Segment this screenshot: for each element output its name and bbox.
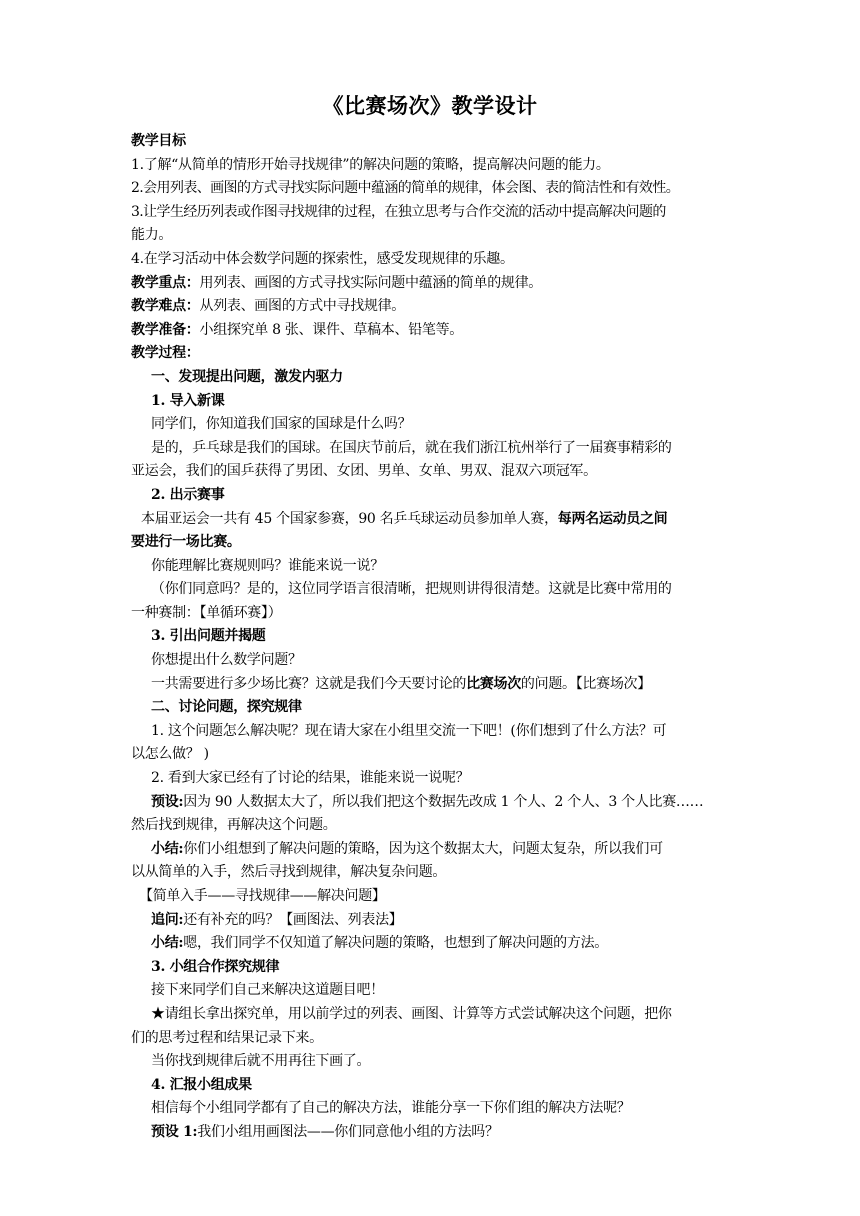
ask-label: 追问: xyxy=(151,911,184,928)
paragraph-line: 接下来同学们自己来解决这道题目吧！ xyxy=(151,982,384,999)
paragraph-line: 是的，乒乓球是我们的国球。在国庆节前后，就在我们浙江杭州举行了一届赛事精彩的 xyxy=(151,439,672,456)
paragraph-line xyxy=(131,791,731,815)
section2-heading: 二、讨论问题，探究规律 xyxy=(151,699,302,716)
difficulty-label: 教学难点： xyxy=(131,298,200,315)
paragraph-line: 亚运会，我们的国乒获得了男团、女团、男单、女单、男双、混双六项冠军。 xyxy=(131,463,597,480)
strategy-line: 【简单入手——寻找规律——解决问题】 xyxy=(139,888,386,904)
emphasis-text: 每两名运动员之间 xyxy=(557,510,668,527)
paragraph-text: 一共需要进行多少场比赛？这就是我们今天要讨论的 xyxy=(151,675,467,692)
paragraph-line xyxy=(131,673,731,697)
preparation-label: 教学准备： xyxy=(131,321,200,338)
summary-label: 小结: xyxy=(151,840,184,857)
section1-sub-title: 3. 引出问题并揭题 xyxy=(151,628,266,645)
section2-sub-title: 4. 汇报小组成果 xyxy=(151,1076,252,1093)
paragraph-line xyxy=(131,909,731,933)
paragraph-line: 当你找到规律后就不用再往下画了。 xyxy=(151,1053,371,1070)
paragraph-line: 以从简单的入手，然后寻找到规律，解决复杂问题。 xyxy=(131,864,447,881)
document-body xyxy=(131,130,731,1145)
section1-sub-title: 2. 出示赛事 xyxy=(151,486,225,503)
paragraph-text: 你们小组想到了解决问题的策略，因为这个数据太大，问题太复杂，所以我们可 xyxy=(183,840,663,857)
paragraph-text: 的问题。【比赛场次】 xyxy=(520,675,651,692)
paragraph-line: 相信每个小组同学都有了自己的解决方法，谁能分享一下你们组的解决方法呢？ xyxy=(151,1100,631,1117)
paragraph-line: 们的思考过程和结果记录下来。 xyxy=(131,1029,323,1046)
paragraph-text: 还有补充的吗？【画图法、列表法】 xyxy=(183,911,403,928)
paragraph-line: 你想提出什么数学问题？ xyxy=(151,652,302,669)
paragraph-line: 以怎么做？ ) xyxy=(131,746,209,763)
paragraph-line xyxy=(131,1121,731,1145)
key-point-label: 教学重点： xyxy=(131,274,200,291)
document-title: 《比赛场次》教学设计 xyxy=(322,93,538,118)
paragraph-line: ★请组长拿出探究单，用以前学过的列表、画图、计算等方式尝试解决这个问题，把你 xyxy=(151,1005,672,1022)
preset-label: 预设: xyxy=(151,793,184,810)
paragraph-text: 因为 90 人数据太大了，所以我们把这个数据先改成 1 个人、2 个人、3 个人比赛…… xyxy=(183,793,704,810)
difficulty-text: 从列表、画图的方式中寻找规律。 xyxy=(199,298,405,315)
paragraph-line: 然后找到规律，再解决这个问题。 xyxy=(131,817,337,834)
paragraph-line: 一种赛制：【单循环赛】） xyxy=(131,604,282,621)
paragraph-text: 我们小组用画图法——你们同意他小组的方法吗？ xyxy=(197,1123,499,1140)
key-point-text: 用列表、画图的方式寻找实际问题中蕴涵的简单的规律。 xyxy=(199,274,542,291)
paragraph-line xyxy=(131,508,731,532)
paragraph-line: 1. 这个问题怎么解决呢？现在请大家在小组里交流一下吧！(你们想到了什么方法？可 xyxy=(151,722,667,739)
objective-line: 能力。 xyxy=(131,227,173,244)
paragraph-line: 你能理解比赛规则吗？谁能来说一说？ xyxy=(151,557,384,574)
objective-line: 2.会用列表、画图的方式寻找实际问题中蕴涵的简单的规律，体会图、表的简洁性和有效性。 xyxy=(131,180,680,197)
paragraph-line: 2. 看到大家已经有了讨论的结果，谁能来说一说呢？ xyxy=(151,770,470,787)
section2-sub-title: 3. 小组合作探究规律 xyxy=(151,958,280,975)
emphasis-text: 比赛场次 xyxy=(466,675,521,692)
objective-line: 4.在学习活动中体会数学问题的探索性，感受发现规律的乐趣。 xyxy=(131,250,514,267)
section1-sub-title: 1. 导入新课 xyxy=(151,392,225,409)
paragraph-text: 本届亚运会一共有 45 个国家参赛，90 名乒乓球运动员参加单人赛， xyxy=(141,510,558,527)
paragraph-line: （你们同意吗？是的，这位同学语言很清晰，把规则讲得很清楚。这就是比赛中常用的 xyxy=(151,581,672,598)
paragraph-line xyxy=(131,838,731,862)
paragraph-text: 嗯，我们同学不仅知道了解决问题的策略，也想到了解决问题的方法。 xyxy=(183,935,608,952)
paragraph-line xyxy=(131,932,731,956)
paragraph-line: 同学们，你知道我们国家的国球是什么吗？ xyxy=(151,416,412,433)
key-point xyxy=(131,272,731,296)
objective-line: 3.让学生经历列表或作图寻找规律的过程，在独立思考与合作交流的活动中提高解决问题的 xyxy=(131,203,666,220)
emphasis-line: 要进行一场比赛。 xyxy=(131,534,241,551)
preset-label: 预设 1: xyxy=(151,1123,198,1140)
objectives-heading: 教学目标 xyxy=(131,133,186,149)
section1-heading: 一、发现提出问题，激发内驱力 xyxy=(151,368,343,385)
preparation xyxy=(131,319,731,343)
process-heading: 教学过程： xyxy=(131,345,200,362)
objective-line: 1.了解“从简单的情形开始寻找规律”的解决问题的策略，提高解决问题的能力。 xyxy=(131,156,610,173)
summary-label: 小结: xyxy=(151,935,184,952)
difficulty xyxy=(131,295,731,319)
preparation-text: 小组探究单 8 张、课件、草稿本、铅笔等。 xyxy=(199,321,464,338)
